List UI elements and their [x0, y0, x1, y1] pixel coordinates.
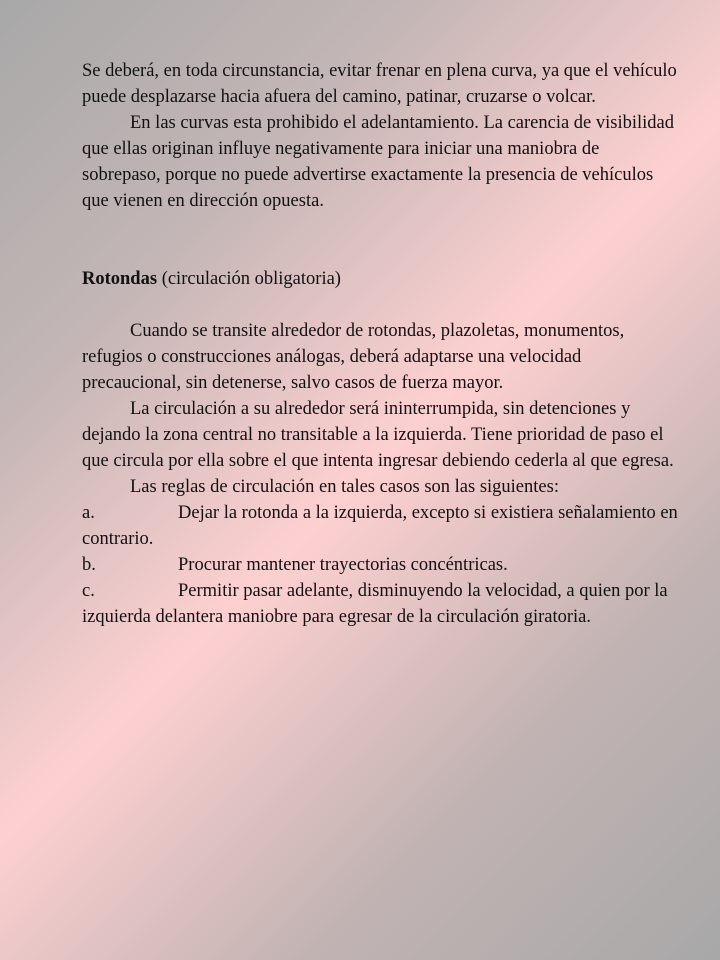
- rule-text: Dejar la rotonda a la izquierda, excepto si existiera señalamiento en contrario.: [82, 503, 678, 549]
- rule-text: Permitir pasar adelante, disminuyendo la velocidad, a quien por la izquierda delantera maniobre para egresar de la circulación giratoria.: [82, 581, 668, 627]
- curvas-paragraph-2: En las curvas esta prohibido el adelantamiento. La carencia de visibilidad que ellas originan influye negativamente para iniciar una maniobra de sobrepaso, porque no puede advertirse exactamente la presencia de vehículos que vienen en dirección opuesta.: [82, 113, 675, 211]
- rule-letter: c.: [82, 581, 95, 601]
- section-spacer: [82, 214, 682, 266]
- rule-item-a: [82, 500, 682, 552]
- curvas-paragraph-1: Se deberá, en toda circunstancia, evitar frenar en plena curva, ya que el vehículo puede desplazarse hacia afuera del camino, patinar, cruzarse o volcar.: [82, 61, 677, 107]
- rule-item-b: [82, 552, 682, 578]
- rule-item-c: [82, 578, 682, 630]
- rotondas-paragraph-3: Las reglas de circulación en tales casos son las siguientes:: [130, 477, 559, 497]
- heading-spacer: [82, 292, 682, 318]
- document-body: [82, 58, 682, 630]
- rule-text: Procurar mantener trayectorias concéntricas.: [178, 555, 508, 575]
- rule-letter: b.: [82, 555, 96, 575]
- rotondas-paragraph-1: Cuando se transite alrededor de rotondas, plazoletas, monumentos, refugios o construcciones análogas, deberá adaptarse una velocidad precaucional, sin detenerse, salvo casos de fuerza mayor.: [82, 321, 625, 393]
- rotondas-heading-rest: (circulación obligatoria): [157, 269, 341, 289]
- rotondas-heading: [82, 266, 682, 292]
- rotondas-heading-bold: Rotondas: [82, 269, 158, 289]
- rule-letter: a.: [82, 503, 95, 523]
- rotondas-paragraph-2: La circulación a su alrededor será ininterrumpida, sin detenciones y dejando la zona central no transitable a la izquierda. Tiene prioridad de paso el que circula por ella sobre el que intenta ingresar debiendo cederla al que egresa.: [82, 399, 674, 471]
